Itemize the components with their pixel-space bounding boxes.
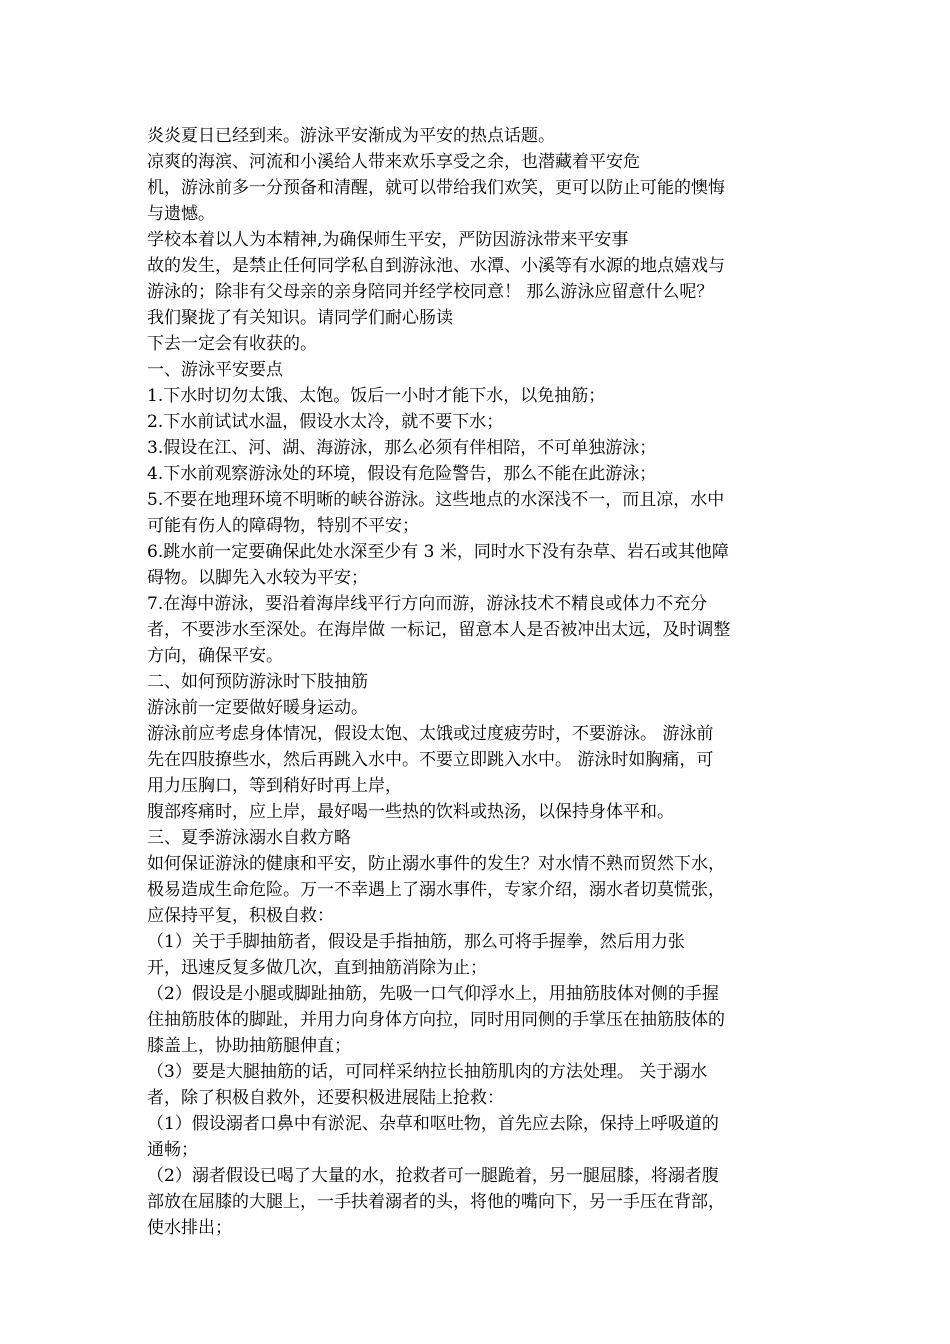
text-line: 腹部疼痛时，应上岸，最好喝一些热的饮料或热汤，以保持身体平和。	[147, 802, 674, 822]
text-line: 极易造成生命危险。万一不幸遇上了溺水事件，专家介绍，溺水者切莫慌张，	[147, 880, 725, 900]
text-line: 用力压胸口，等到稍好时再上岸，	[147, 776, 402, 796]
text-line: 可能有伤人的障碍物，特别不平安；	[147, 516, 419, 536]
text-line: 者，不要涉水至深处。在海岸做 一标记，留意本人是否被冲出太远，及时调整	[147, 620, 731, 640]
list-item: 4.下水前观察游泳处的环境，假设有危险警告，那么不能在此游泳；	[147, 464, 657, 484]
text-line: 下去一定会有收获的。	[147, 334, 317, 354]
list-item: 1.下水时切勿太饿、太饱。饭后一小时才能下水，以免抽筋；	[147, 386, 606, 406]
text-line: 游泳前应考虑身体情况，假设太饱、太饿或过度疲劳时，不要游泳。 游泳前	[147, 724, 714, 744]
text-line: 炎炎夏日已经到来。游泳平安渐成为平安的热点话题。	[147, 126, 555, 146]
list-item: 2.下水前试试水温，假设水太冷，就不要下水；	[147, 412, 504, 432]
document-body	[147, 123, 812, 1241]
list-item: 5.不要在地理环境不明晰的峡谷游泳。这些地点的水深浅不一，而且凉，水中	[147, 490, 725, 510]
text-line: 故的发生，是禁止任何同学私自到游泳池、水潭、小溪等有水源的地点嬉戏与	[147, 256, 725, 276]
text-line: 游泳的；除非有父母亲的亲身陪同并经学校同意！ 那么游泳应留意什么呢？	[147, 282, 714, 302]
list-item: 3.假设在江、河、湖、海游泳，那么必须有伴相陪，不可单独游泳；	[147, 438, 657, 458]
text-line: 通畅；	[147, 1140, 198, 1160]
text-line: 膝盖上，协助抽筋腿伸直；	[147, 1036, 351, 1056]
section-heading: 二、如何预防游泳时下肢抽筋	[147, 672, 368, 692]
text-line: 者，除了积极自救外，还要积极进展陆上抢救：	[147, 1088, 504, 1108]
text-line: 与遗憾。	[147, 204, 215, 224]
list-item: （2）溺者假设已喝了大量的水，抢救者可一腿跪着，另一腿屈膝，将溺者腹	[147, 1166, 719, 1186]
text-line: 方向，确保平安。	[147, 646, 283, 666]
text-line: 机，游泳前多一分预备和清醒，就可以带给我们欢笑，更可以防止可能的懊悔	[147, 178, 725, 198]
text-line: 碍物。以脚先入水较为平安；	[147, 568, 368, 588]
text-line: 应保持平复，积极自救：	[147, 906, 334, 926]
list-item: （2）假设是小腿或脚趾抽筋，先吸一口气仰浮水上，用抽筋肢体对侧的手握	[147, 984, 719, 1004]
text-line: 住抽筋肢体的脚趾，并用力向身体方向拉，同时用同侧的手掌压在抽筋肢体的	[147, 1010, 725, 1030]
text-line: 游泳前一定要做好暖身运动。	[147, 698, 368, 718]
text-line: 部放在屈膝的大腿上，一手扶着溺者的头，将他的嘴向下，另一手压在背部，	[147, 1192, 725, 1212]
section-heading: 一、游泳平安要点	[147, 360, 283, 380]
text-line: 开，迅速反复多做几次，直到抽筋消除为止；	[147, 958, 487, 978]
list-item: （1）关于手脚抽筋者，假设是手指抽筋，那么可将手握拳，然后用力张	[147, 932, 685, 952]
text-line: 我们聚拢了有关知识。请同学们耐心肠读	[147, 308, 453, 328]
list-item: 6.跳水前一定要确保此处水深至少有 3 米，同时水下没有杂草、岩石或其他障	[147, 542, 729, 562]
list-item: 7.在海中游泳，要沿着海岸线平行方向而游，游泳技术不精良或体力不充分	[147, 594, 708, 614]
text-line: 如何保证游泳的健康和平安，防止溺水事件的发生？对水情不熟而贸然下水，	[147, 854, 725, 874]
list-item: （1）假设溺者口鼻中有淤泥、杂草和呕吐物，首先应去除，保持上呼吸道的	[147, 1114, 719, 1134]
list-item: （3）要是大腿抽筋的话，可同样采纳拉长抽筋肌肉的方法处理。 关于溺水	[147, 1062, 708, 1082]
text-line: 学校本着以人为本精神,为确保师生平安，严防因游泳带来平安事	[147, 230, 629, 250]
text-line: 先在四肢撩些水，然后再跳入水中。不要立即跳入水中。 游泳时如胸痛，可	[147, 750, 714, 770]
text-line: 使水排出；	[147, 1218, 232, 1238]
text-line: 凉爽的海滨、河流和小溪给人带来欢乐享受之余，也潜藏着平安危	[147, 152, 640, 172]
section-heading: 三、夏季游泳溺水自救方略	[147, 828, 351, 848]
